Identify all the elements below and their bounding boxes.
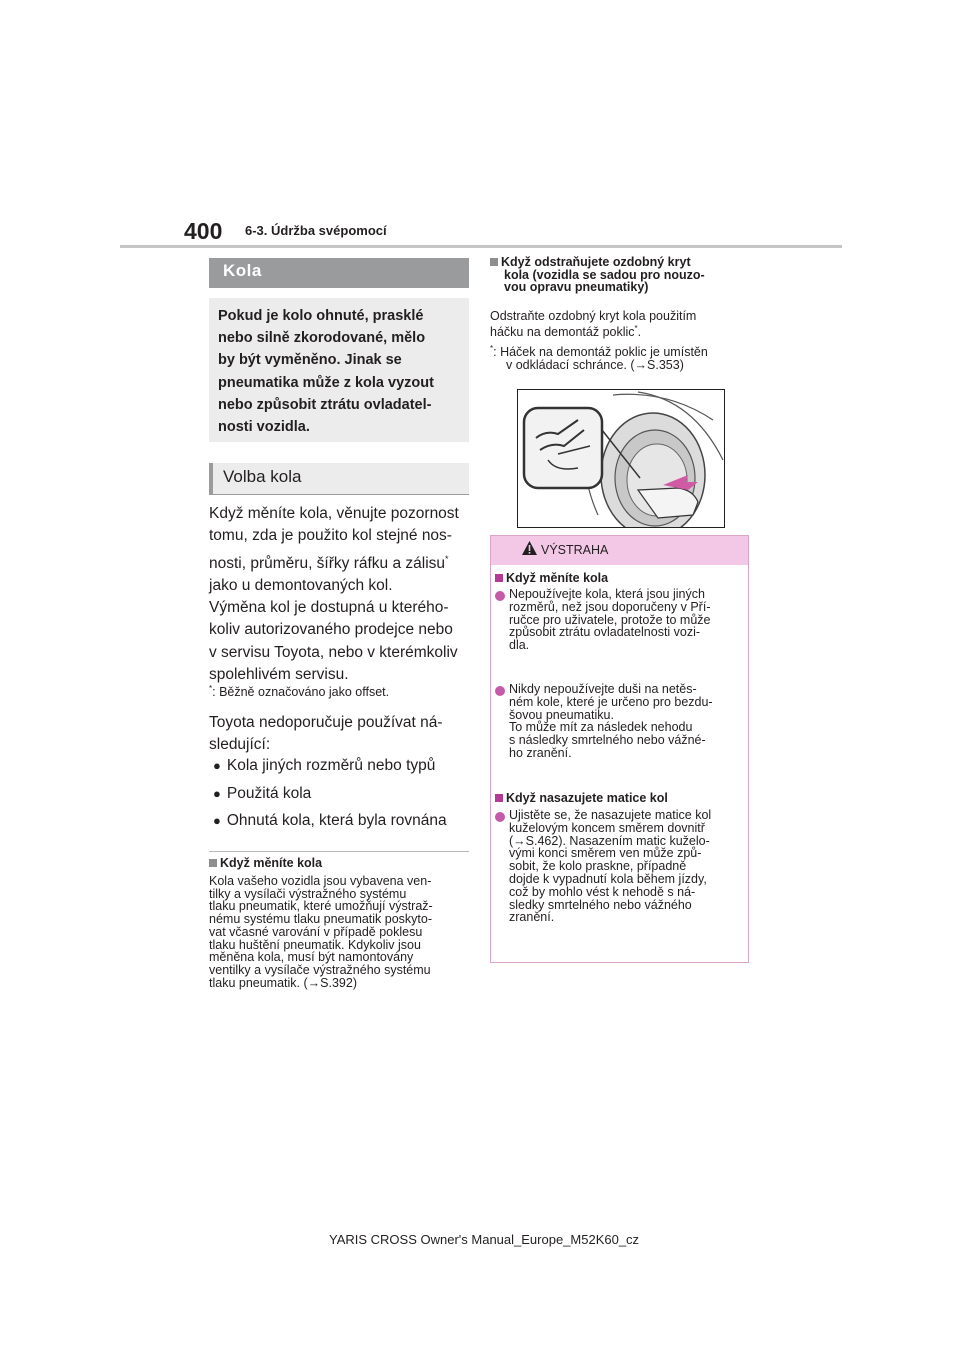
para-line: spolehlivém servisu. bbox=[209, 665, 349, 683]
footnote: *: Běžně označováno jako offset. bbox=[209, 684, 390, 700]
warning-bullet-icon bbox=[495, 591, 505, 601]
intro-box bbox=[209, 298, 469, 442]
warning-bullet-icon bbox=[495, 686, 505, 696]
warning-item-2: Nikdy nepoužívejte duši na netěs- ném kole, které je určeno pro bezdu- šovou pneumatiku. To může mít za následek nehodu s následky smrtelného nebo vážné- ho zranění. bbox=[509, 682, 713, 760]
para-line: Toyota nedoporučuje používat ná- bbox=[209, 714, 443, 731]
intro-line: by být vyměněno. Jinak se bbox=[218, 352, 402, 369]
paragraph-2 bbox=[209, 597, 474, 686]
intro-line: nebo způsobit ztrátu ovladatel- bbox=[218, 396, 432, 413]
right-text: Odstraňte ozdobný kryt kola použitím háčku na demontáž poklic*. bbox=[490, 309, 697, 339]
para-line: tomu, zda je použito kol stejné nos- bbox=[209, 527, 452, 545]
sub-heading: Když měníte kola bbox=[209, 856, 322, 870]
section-title: 6-3. Údržba svépomocí bbox=[245, 223, 387, 238]
para-line: jako u demontovaných kol. bbox=[209, 577, 393, 595]
heading-kola: Kola bbox=[209, 258, 469, 288]
right-heading: Když odstraňujete ozdobný kryt kola (vozidla se sadou pro nouzo- vou opravu pneumatiky) bbox=[490, 256, 748, 294]
warning-item-3: Ujistěte se, že nasazujete matice kol kuželovým koncem směrem dovnitř (→S.462). Nasazením matic kuželo- vými konci směrem ven může způ- sobit, že kolo praskne, případně dojde k vypadnutí kola během jízdy, což by mohlo vést k nehodě s ná- sledky smrtelného nebo vážného zranění. bbox=[509, 808, 712, 925]
page-number: 400 bbox=[184, 218, 223, 244]
warning-heading-2: Když nasazujete matice kol bbox=[495, 791, 668, 805]
list-item: ● Použitá kola bbox=[213, 785, 312, 802]
paragraph-3 bbox=[209, 712, 474, 757]
asterisk: * bbox=[445, 553, 449, 564]
list-item: ● Kola jiných rozměrů nebo typů bbox=[213, 757, 436, 774]
intro-line: nosti vozidla. bbox=[218, 419, 310, 436]
intro-line: nebo silně zkorodované, mělo bbox=[218, 330, 426, 347]
para-line: Výměna kol je dostupná u kterého- bbox=[209, 599, 449, 616]
warning-triangle-icon bbox=[521, 540, 538, 556]
warning-title: VÝSTRAHA bbox=[541, 543, 609, 557]
para-line: sledující: bbox=[209, 736, 271, 754]
para-line: v servisu Toyota, nebo v kterémkoliv bbox=[209, 643, 458, 661]
para-line: nosti, průměru, šířky ráfku a zálisu* bbox=[209, 553, 449, 572]
warning-bullet-icon bbox=[495, 812, 505, 822]
para-line: Když měníte kola, věnujte pozornost bbox=[209, 505, 459, 522]
warning-heading-1: Když měníte kola bbox=[495, 571, 608, 585]
list-item: ● Ohnutá kola, která byla rovnána bbox=[213, 812, 447, 829]
right-note: *: Háček na demontáž poklic je umístěn v odkládací schránce. (→S.353) bbox=[490, 344, 708, 372]
para-line: koliv autorizovaného prodejce nebo bbox=[209, 621, 453, 639]
sub-paragraph: Kola vašeho vozidla jsou vybavena ven- tilky a vysílači výstražného systému tlaku pneumatik, které umožňují výstraž- nému systému tlaku pneumatik poskyto- vat včasné varování v případě poklesu tlaku huštění pneumatik. Kdykoliv jsou měněna kola, musí být namontovány ventilky a vysílače výstražného systému tlaku pneumatik. (→S.392) bbox=[209, 874, 433, 990]
header-rule bbox=[120, 245, 842, 248]
paragraph-1 bbox=[209, 503, 474, 597]
divider bbox=[209, 851, 469, 852]
wheel-illustration-svg bbox=[518, 390, 724, 527]
footer-text: YARIS CROSS Owner's Manual_Europe_M52K60_cz bbox=[329, 1232, 640, 1247]
intro-line: pneumatika může z kola vyzout bbox=[218, 374, 434, 391]
wheel-cover-illustration bbox=[517, 389, 725, 528]
warning-item-1: Nepoužívejte kola, která jsou jiných rozměrů, než jsou doporučeny v Pří- ručce pro uživatele, protože to může způsobit ztrátu ovladatelnosti vozi- dla. bbox=[509, 587, 711, 653]
heading-volba-kola: Volba kola bbox=[209, 463, 469, 495]
intro-line: Pokud je kolo ohnuté, prasklé bbox=[218, 308, 424, 324]
